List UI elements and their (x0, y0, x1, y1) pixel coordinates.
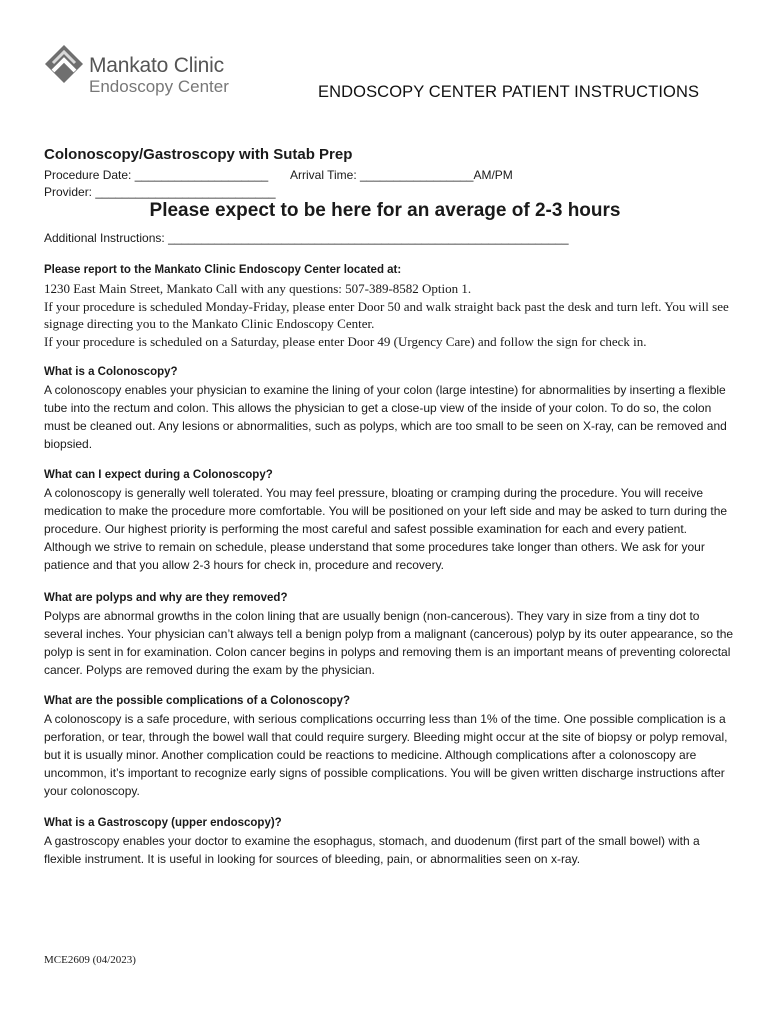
section-body: A gastroscopy enables your doctor to examine the esophagus, stomach, and duodenum (first part of the small bowel) with a flexible instrument. It is useful in looking for sources of bleeding, pain, or abnormalities seen on x-ray. (44, 834, 700, 866)
section-what-to-expect (44, 469, 734, 574)
section-body: A colonoscopy is a safe procedure, with serious complications occurring less than 1% of the time. One possible complication is a perforation, or tear, through the bowel wall that could require surgery. Bleeding might occur at the site of biopsy or polyp removal, but it is usually minor. Another complication could be reactions to medicine. Although complications after a colonoscopy are uncommon, it’s important to recognize early signs of possible complications. You will be given written discharge instructions after your colonoscopy. (44, 712, 728, 798)
form-code: MCE2609 (04/2023) (44, 954, 136, 966)
procedure-title: Colonoscopy/Gastroscopy with Sutab Prep (44, 146, 353, 163)
location-line: 1230 East Main Street, Mankato Call with any questions: 507-389-8582 Option 1. (44, 281, 472, 296)
arrival-time-line: Arrival Time: _________________AM/PM (290, 168, 513, 182)
location-line: If your procedure is scheduled on a Saturday, please enter Door 49 (Urgency Care) and follow the sign for check in. (44, 333, 647, 349)
document-title: ENDOSCOPY CENTER PATIENT INSTRUCTIONS (318, 83, 700, 101)
section-heading: What are the possible complications of a Colonoscopy? (44, 695, 351, 707)
section-heading: What is a Gastroscopy (upper endoscopy)? (44, 817, 282, 829)
location-line: If your procedure is scheduled Monday-Friday, please enter Door 50 and walk straight back past the desk and turn left. You will see signage directing you to the Mankato Clinic Endoscopy Center. (44, 298, 729, 331)
diamond-logo-icon (44, 44, 84, 86)
section-gastroscopy (44, 817, 734, 868)
clinic-logo (44, 44, 244, 100)
section-body: A colonoscopy enables your physician to examine the lining of your colon (large intestine) for abnormalities by inserting a flexible tube into the rectum and colon. This allows the physician to get a close-up view of the inside of your colon. To do so, the colon must be cleaned out. Any lesions or abnormalities, such as polyps, which are too small to be seen on X-ray, can be removed and biopsied. (44, 383, 727, 451)
section-body: Polyps are abnormal growths in the colon lining that are usually benign (non-cancerous). They vary in size from a tiny dot to several inches. Your physician can’t always tell a benign polyp from a malignant (cancerous) polyp by its outer appearance, so the polyp is sent in for examination. Colon cancer begins in polyps and removing them is an important means of preventing colorectal cancer. Polyps are removed during the exam by the physician. (44, 609, 734, 677)
section-complications (44, 695, 734, 800)
provider-line: Provider: ___________________________ (44, 185, 276, 199)
logo-subtitle: Endoscopy Center (89, 77, 229, 96)
additional-instructions-line: Additional Instructions: ____________________________________________________________ (44, 231, 569, 245)
location-details (44, 280, 734, 350)
section-what-is-colonoscopy (44, 366, 734, 453)
section-body: A colonoscopy is generally well tolerated. You may feel pressure, bloating or cramping during the procedure. You will receive medication to make the procedure more comfortable. You will be positioned on your left side and may be asked to turn during the procedure. Our highest priority is performing the most careful and safest possible examination for each and every patient. Although we strive to remain on schedule, please understand that some procedures take longer than others. We ask for your patience and that you allow 2-3 hours for check in, procedure and recovery. (44, 486, 728, 572)
procedure-date-line: Procedure Date: ____________________ (44, 168, 269, 182)
location-heading: Please report to the Mankato Clinic Endoscopy Center located at: (44, 264, 402, 276)
section-heading: What is a Colonoscopy? (44, 366, 178, 378)
section-heading: What are polyps and why are they removed? (44, 592, 288, 604)
logo-name: Mankato Clinic (89, 54, 224, 77)
duration-notice: Please expect to be here for an average of 2-3 hours (149, 200, 621, 221)
section-heading: What can I expect during a Colonoscopy? (44, 469, 273, 481)
section-polyps (44, 592, 734, 679)
